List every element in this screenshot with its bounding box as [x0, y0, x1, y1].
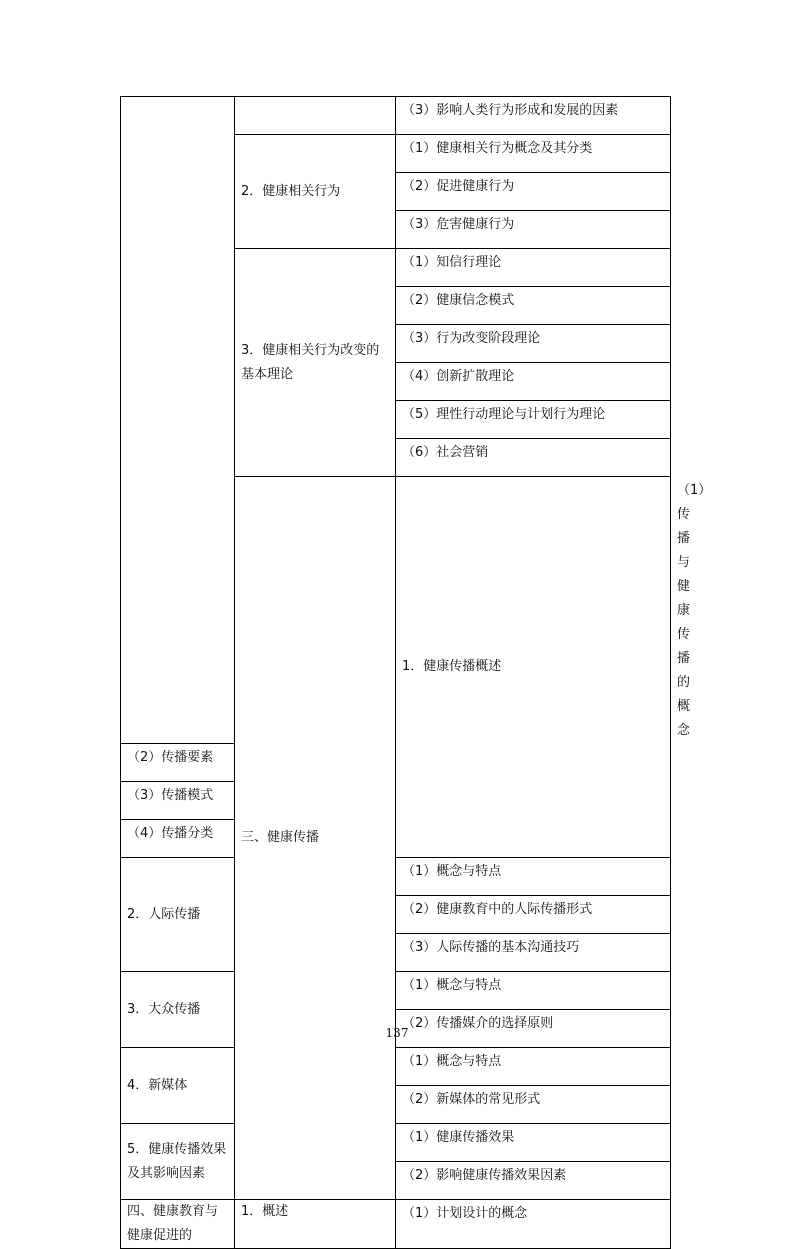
topic-cell: （3）传播模式	[121, 782, 235, 820]
module-cell: 4．新媒体	[121, 1048, 235, 1124]
table-row: 三、健康传播 1．健康传播概述 （1）传播与健康传播的概念	[121, 477, 671, 744]
module-cell: 3．大众传播	[121, 972, 235, 1048]
table-row	[121, 97, 671, 135]
topic-cell: （1）知信行理论	[396, 249, 671, 287]
table-row	[121, 972, 671, 1010]
topic-cell: （2）传播媒介的选择原则	[396, 1010, 671, 1048]
topic-cell: （1）概念与特点	[396, 858, 671, 896]
topic-cell: （3）人际传播的基本沟通技巧	[396, 934, 671, 972]
category-cell: 四、健康教育与健康促进的	[121, 1200, 235, 1249]
module-cell: 2．人际传播	[121, 858, 235, 972]
topic-cell: （3）行为改变阶段理论	[396, 325, 671, 363]
topic-cell: （4）传播分类	[121, 820, 235, 858]
category-cell	[121, 97, 235, 744]
module-cell: 3．健康相关行为改变的基本理论	[235, 249, 396, 477]
topic-cell: （2）新媒体的常见形式	[396, 1086, 671, 1124]
module-cell: 5．健康传播效果及其影响因素	[121, 1124, 235, 1200]
module-cell: 2．健康相关行为	[235, 135, 396, 249]
module-cell	[235, 97, 396, 135]
table-row	[121, 1124, 671, 1162]
topic-cell: （1）健康相关行为概念及其分类	[396, 135, 671, 173]
topic-cell: （1）计划设计的概念	[396, 1200, 671, 1249]
topic-cell: （3）影响人类行为形成和发展的因素	[396, 97, 671, 135]
topic-cell: （3）危害健康行为	[396, 211, 671, 249]
topic-cell: （2）健康教育中的人际传播形式	[396, 896, 671, 934]
syllabus-table	[120, 96, 712, 1249]
topic-cell: （4）创新扩散理论	[396, 363, 671, 401]
topic-cell: （2）影响健康传播效果因素	[396, 1162, 671, 1200]
module-cell: 1．概述	[235, 1200, 396, 1249]
topic-cell: （6）社会营销	[396, 439, 671, 477]
page-number: 137	[385, 1026, 409, 1040]
category-cell: 三、健康传播	[235, 477, 396, 1200]
topic-cell: （2）传播要素	[121, 744, 235, 782]
table-row	[121, 1200, 671, 1249]
topic-cell: （2）健康信念模式	[396, 287, 671, 325]
topic-cell: （5）理性行动理论与计划行为理论	[396, 401, 671, 439]
topic-cell: （1）概念与特点	[396, 972, 671, 1010]
table-row	[121, 1048, 671, 1086]
topic-cell: （2）促进健康行为	[396, 173, 671, 211]
topic-cell: （1）概念与特点	[396, 1048, 671, 1086]
topic-cell: （1）健康传播效果	[396, 1124, 671, 1162]
table-row	[121, 858, 671, 896]
module-cell: 1．健康传播概述	[396, 477, 671, 858]
